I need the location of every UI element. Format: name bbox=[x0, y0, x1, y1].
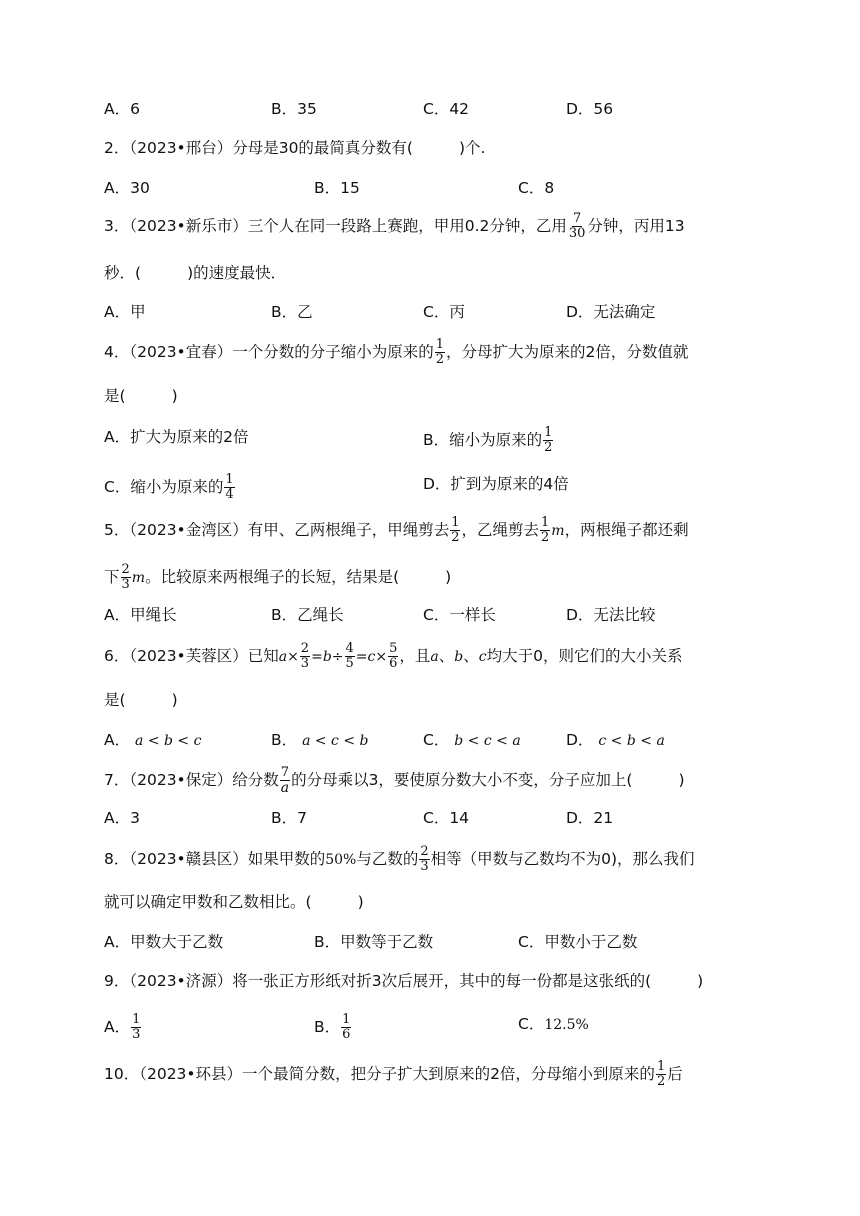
q6-divide: ÷ bbox=[331, 649, 344, 665]
q9-option-b-label: B． bbox=[314, 1018, 341, 1036]
q9-option-a[interactable] bbox=[104, 1013, 142, 1042]
q6-equals: = bbox=[311, 649, 323, 665]
q9-option-a-fraction: $\frac{1}{3}$ bbox=[132, 1012, 141, 1042]
q7-fraction: $\frac{7}{a}$ bbox=[280, 765, 290, 796]
q1-option-c[interactable]: C．42 bbox=[423, 100, 470, 118]
q6-option-d-expr: c < b < a bbox=[598, 733, 665, 749]
q9-text-end: ) bbox=[697, 972, 704, 990]
q4-option-b-text: B．缩小为原来的 bbox=[423, 431, 543, 449]
q8-text-line2-end: ) bbox=[357, 893, 364, 911]
q6-times: × bbox=[287, 649, 299, 665]
q7-option-d[interactable]: D．21 bbox=[566, 809, 614, 827]
q7-stem bbox=[104, 766, 800, 795]
q3-option-b[interactable]: B．乙 bbox=[271, 303, 313, 321]
q6-fraction-1: $\frac{2}{3}$ bbox=[300, 641, 310, 671]
q8-option-a[interactable]: A．甲数大于乙数 bbox=[104, 933, 224, 951]
q6-text-mid: ，且 bbox=[399, 647, 431, 665]
q3-stem-line1 bbox=[104, 212, 800, 241]
q3-text: 3．（2023•新乐市）三个人在同一段路上赛跑，甲用0.2分钟，乙用 bbox=[104, 217, 567, 235]
q4-text-line2: 是( bbox=[104, 387, 126, 405]
q4-option-a[interactable]: A．扩大为原来的2倍 bbox=[104, 428, 249, 446]
q4-text-line2-end: ) bbox=[171, 387, 178, 405]
q8-option-c[interactable]: C．甲数小于乙数 bbox=[518, 933, 638, 951]
q5-text-line2-end: ) bbox=[445, 568, 452, 586]
q1-option-b[interactable]: B．35 bbox=[271, 100, 317, 118]
q10-stem bbox=[104, 1060, 800, 1089]
q4-option-b-fraction: $\frac{1}{2}$ bbox=[544, 425, 553, 455]
q9-option-b[interactable] bbox=[314, 1013, 352, 1042]
q9-option-c-label: C． bbox=[518, 1015, 545, 1033]
q5-fraction-2: $\frac{1}{2}$ bbox=[541, 515, 550, 545]
q2-text-end: )个. bbox=[458, 139, 486, 157]
q6-option-c-expr: b < c < a bbox=[454, 733, 521, 749]
q7-text-end: ) bbox=[678, 771, 685, 789]
q3-option-d[interactable]: D．无法确定 bbox=[566, 303, 656, 321]
q4-stem-line1 bbox=[104, 338, 800, 367]
q10-text: 10．（2023•环县）一个最简分数，把分子扩大到原来的2倍，分母缩小到原来的 bbox=[104, 1065, 655, 1083]
q2-option-b[interactable]: B．15 bbox=[314, 179, 360, 197]
q4-text-end: ，分母扩大为原来的2倍，分数值就 bbox=[445, 343, 689, 361]
q5-stem-line1 bbox=[104, 516, 800, 545]
q10-fraction: $\frac{1}{2}$ bbox=[656, 1059, 666, 1089]
q3-text-line2-end: )的速度最快． bbox=[187, 264, 287, 282]
q1-option-d[interactable]: D．56 bbox=[566, 100, 614, 118]
q8-text-line2: 就可以确定甲数和乙数相比。( bbox=[104, 893, 312, 911]
q5-unit-m-2: m bbox=[131, 570, 146, 586]
q9-option-b-fraction: $\frac{1}{6}$ bbox=[342, 1012, 351, 1042]
q8-text-end: 相等（甲数与乙数均不为0)，那么我们 bbox=[430, 850, 695, 868]
q6-option-d-label: D． bbox=[566, 731, 594, 749]
q4-text: 4．（2023•宜春）一个分数的分子缩小为原来的 bbox=[104, 343, 434, 361]
q4-fraction: $\frac{1}{2}$ bbox=[435, 337, 444, 367]
q6-times-2: × bbox=[375, 649, 388, 665]
q7-option-a[interactable]: A．3 bbox=[104, 809, 140, 827]
q6-text-line2-end: ) bbox=[171, 691, 178, 709]
q9-text: 9．（2023•济源）将一张正方形纸对折3次后展开，其中的每一份都是这张纸的( bbox=[104, 972, 652, 990]
q9-option-c-value: 12.5% bbox=[544, 1017, 589, 1033]
q8-text-mid: 与乙数的 bbox=[356, 850, 419, 868]
q8-option-b[interactable]: B．甲数等于乙数 bbox=[314, 933, 434, 951]
q4-option-c-fraction: $\frac{1}{4}$ bbox=[225, 472, 234, 502]
q5-option-a[interactable]: A．甲绳长 bbox=[104, 606, 177, 624]
q6-sep-2: 、 bbox=[463, 647, 479, 665]
q5-unit-m: m bbox=[551, 523, 565, 539]
q8-text: 8．（2023•赣县区）如果甲数的 bbox=[104, 850, 326, 868]
q6-var-c-2: c bbox=[478, 649, 487, 665]
q7-text-mid: 的分母乘以3，要使原分数大小不变，分子应加上( bbox=[291, 771, 633, 789]
q3-text-line2: 秒．( bbox=[104, 264, 142, 282]
q3-option-a[interactable]: A．甲 bbox=[104, 303, 146, 321]
q6-equals-2: = bbox=[355, 649, 368, 665]
q6-option-a[interactable] bbox=[104, 729, 201, 752]
q6-stem-line2 bbox=[104, 689, 800, 711]
q3-fraction: $\frac{7}{30}$ bbox=[568, 211, 586, 241]
q5-stem-line2 bbox=[104, 563, 800, 592]
q6-var-b: b bbox=[322, 649, 332, 665]
q7-option-c[interactable]: C．14 bbox=[423, 809, 470, 827]
q5-option-c[interactable]: C．一样长 bbox=[423, 606, 496, 624]
q6-option-b[interactable] bbox=[271, 729, 369, 752]
q8-stem-line1 bbox=[104, 845, 800, 874]
q6-fraction-3: $\frac{5}{6}$ bbox=[389, 641, 398, 671]
q2-stem bbox=[104, 137, 800, 159]
q3-stem-line2 bbox=[104, 262, 800, 284]
q8-fraction: $\frac{2}{3}$ bbox=[420, 844, 429, 874]
q6-sep: 、 bbox=[438, 647, 455, 665]
q9-option-a-label: A． bbox=[104, 1018, 131, 1036]
q6-text: 6．（2023•芙蓉区）已知 bbox=[104, 647, 279, 665]
q6-var-c: c bbox=[367, 649, 376, 665]
q5-text-mid: ，乙绳剪去 bbox=[461, 521, 539, 539]
q6-var-a-2: a bbox=[430, 649, 439, 665]
q6-text-line2: 是( bbox=[104, 691, 126, 709]
q5-text-end: ，两根绳子都还剩 bbox=[564, 521, 689, 539]
q5-fraction-1: $\frac{1}{2}$ bbox=[451, 515, 460, 545]
q8-stem-line2 bbox=[104, 891, 800, 913]
q4-option-b[interactable] bbox=[423, 426, 554, 455]
q6-fraction-2: $\frac{4}{5}$ bbox=[345, 641, 354, 671]
q5-text: 5．（2023•金湾区）有甲、乙两根绳子，甲绳剪去 bbox=[104, 521, 450, 539]
q3-text-end: 分钟，丙用13 bbox=[587, 217, 685, 235]
q6-var-a: a bbox=[278, 649, 288, 665]
q6-option-d[interactable] bbox=[566, 729, 665, 752]
q9-stem bbox=[104, 970, 800, 992]
q6-option-c[interactable] bbox=[423, 729, 521, 752]
q2-text: 2．（2023•邢台）分母是30的最简真分数有( bbox=[104, 139, 413, 157]
q5-fraction-3: $\frac{2}{3}$ bbox=[121, 562, 130, 592]
q6-option-a-label: A． bbox=[104, 731, 131, 749]
q4-option-c[interactable] bbox=[104, 473, 236, 502]
q5-text-line2-mid: 。比较原来两根绳子的长短，结果是( bbox=[145, 568, 400, 586]
q2-option-c[interactable]: C．8 bbox=[518, 179, 555, 197]
q2-option-a[interactable]: A．30 bbox=[104, 179, 150, 197]
q9-option-c[interactable] bbox=[518, 1013, 589, 1036]
q5-option-d[interactable]: D．无法比较 bbox=[566, 606, 656, 624]
q4-option-c-text: C．缩小为原来的 bbox=[104, 478, 224, 496]
q10-text-end: 后 bbox=[667, 1065, 683, 1083]
q6-option-c-label: C． bbox=[423, 731, 450, 749]
q3-option-c[interactable]: C．丙 bbox=[423, 303, 465, 321]
q4-stem-line2 bbox=[104, 385, 800, 407]
q6-option-b-label: B． bbox=[271, 731, 298, 749]
q4-option-d[interactable]: D．扩到为原来的4倍 bbox=[423, 475, 569, 493]
q7-option-b[interactable]: B．7 bbox=[271, 809, 307, 827]
q6-option-a-expr: a < b < c bbox=[135, 733, 202, 749]
q6-option-b-expr: a < c < b bbox=[302, 733, 369, 749]
q6-var-b-2: b bbox=[454, 649, 464, 665]
q7-text: 7．（2023•保定）给分数 bbox=[104, 771, 279, 789]
q5-option-b[interactable]: B．乙绳长 bbox=[271, 606, 344, 624]
q6-text-end: 均大于0，则它们的大小关系 bbox=[486, 647, 683, 665]
q1-option-a[interactable]: A．6 bbox=[104, 100, 140, 118]
q5-text-line2: 下 bbox=[104, 568, 120, 586]
q8-percent: 50% bbox=[325, 852, 357, 868]
q6-stem-line1 bbox=[104, 642, 800, 671]
